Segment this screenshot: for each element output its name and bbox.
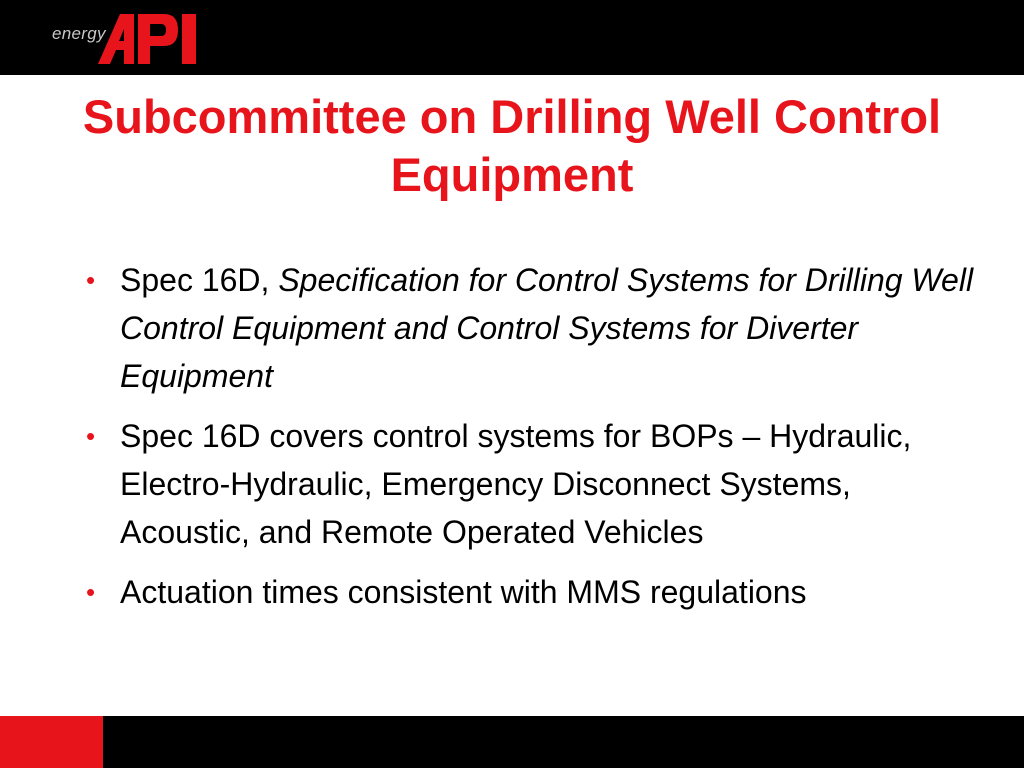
slide-title: Subcommittee on Drilling Well Control Equipment [82, 90, 942, 201]
api-logo [48, 10, 208, 66]
bullet-text: Spec 16D, [120, 262, 279, 298]
bullet-italic-text: Specification for Control Systems for Drilling Well Control Equipment and Control Systems for Diverter Equipment [120, 262, 974, 394]
bullet-list [86, 256, 986, 628]
footer-bar [0, 716, 1024, 768]
api-logo-icon [98, 10, 202, 66]
header-bar [0, 0, 1024, 75]
bullet-item [86, 412, 986, 556]
bullet-marker: • [86, 265, 96, 295]
bullet-text: Spec 16D covers control systems for BOPs – Hydraulic, Electro-Hydraulic, Emergency Disconnect Systems, Acoustic, and Remote Operated Vehicles [120, 418, 912, 550]
bullet-item [86, 256, 986, 400]
footer-accent-block [0, 716, 103, 768]
bullet-item [86, 568, 986, 616]
logo-energy-text: energy [52, 24, 106, 43]
bullet-text: Actuation times consistent with MMS regulations [120, 574, 807, 610]
bullet-marker: • [86, 577, 96, 607]
bullet-marker: • [86, 421, 96, 451]
